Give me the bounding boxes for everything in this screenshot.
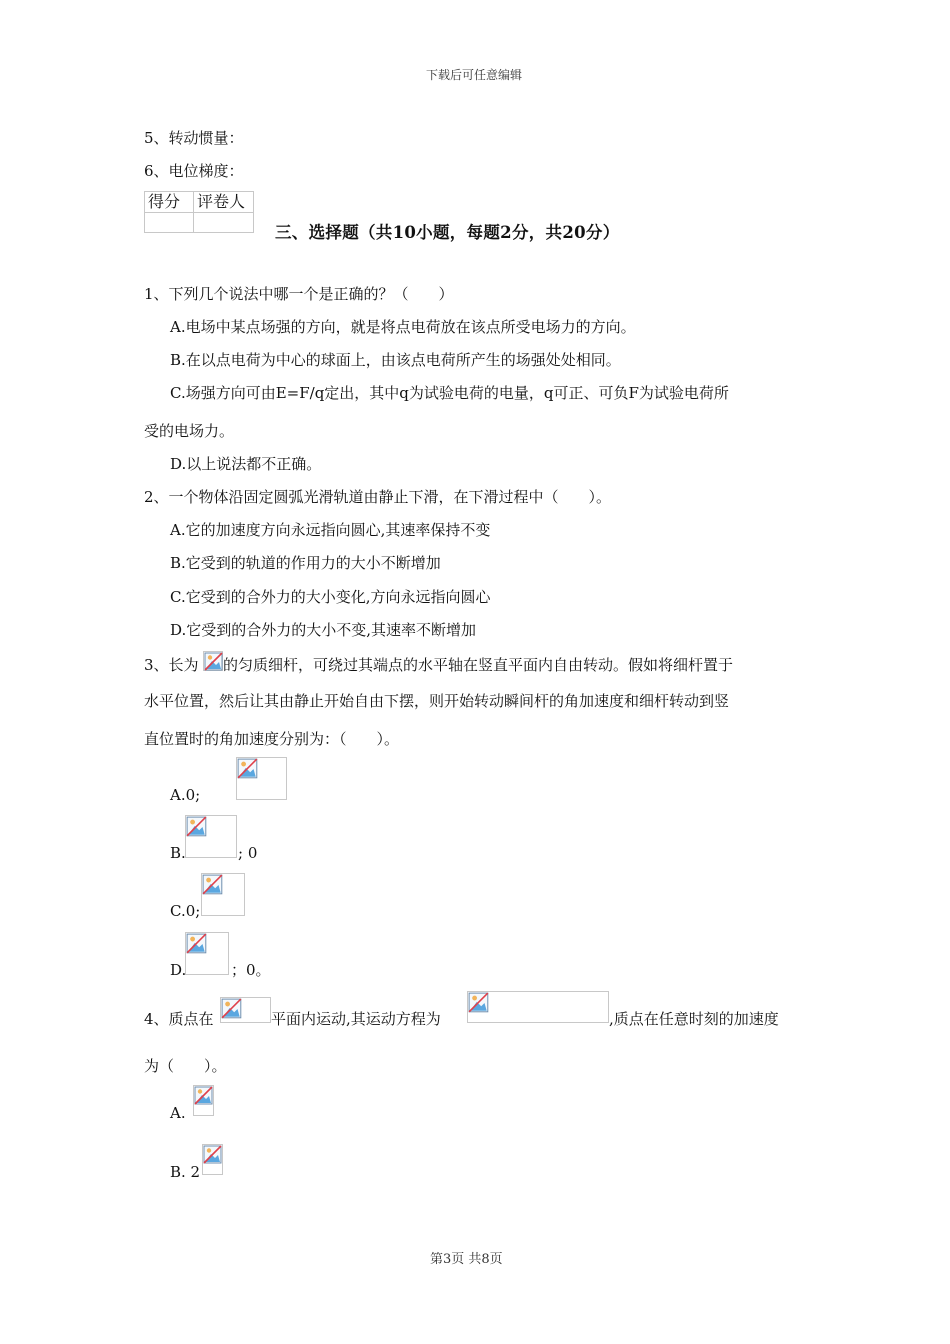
score-table-cell-grader	[194, 213, 254, 233]
question-2-option-d: D.它受到的合外力的大小不变,其速率不断增加	[170, 621, 477, 639]
page-header: 下载后可任意编辑	[426, 68, 523, 82]
question-2-stem: 2、一个物体沿固定圆弧光滑轨道由静止下滑，在下滑过程中（ ）。	[144, 488, 612, 506]
score-table-header-grader: 评卷人	[194, 192, 254, 213]
broken-image-icon	[185, 815, 237, 858]
question-2-option-a: A.它的加速度方向永远指向圆心,其速率保持不变	[170, 521, 491, 539]
question-3-option-d-suffix: ；0。	[231, 961, 271, 979]
score-table-header-score: 得分	[145, 192, 194, 213]
broken-image-icon	[236, 757, 287, 800]
question-2-option-c: C.它受到的合外力的大小变化,方向永远指向圆心	[170, 588, 491, 606]
page-footer: 第3页 共8页	[430, 1252, 503, 1267]
section-title: 三、选择题（共10小题，每题2分，共20分）	[275, 223, 620, 242]
question-3-line3: 直位置时的角加速度分别为：（ ）。	[144, 730, 400, 748]
score-table-cell-score	[145, 213, 194, 233]
definition-item-6: 6、电位梯度：	[144, 162, 244, 180]
definition-item-5: 5、转动惯量：	[144, 129, 244, 147]
question-1-option-d: D.以上说法都不正确。	[170, 455, 322, 473]
question-1-option-b: B.在以点电荷为中心的球面上，由该点电荷所产生的场强处处相同。	[170, 351, 621, 369]
score-table	[144, 191, 254, 233]
question-3-line1-suffix: 的匀质细杆，可绕过其端点的水平轴在竖直平面内自由转动。假如将细杆置于	[223, 656, 734, 674]
question-4-option-b: B. 2	[170, 1163, 201, 1181]
question-3-option-b-label: B.	[170, 844, 186, 862]
broken-image-icon	[203, 651, 223, 671]
broken-image-icon	[185, 932, 229, 975]
question-4-line2: 为（ ）。	[144, 1057, 227, 1075]
question-3-line2: 水平位置，然后让其由静止开始自由下摆，则开始转动瞬间杆的角加速度和细杆转动到竖	[144, 692, 730, 710]
question-4-option-a: A.	[170, 1104, 186, 1122]
question-1-stem: 1、下列几个说法中哪一个是正确的？（ ）	[144, 285, 454, 303]
question-2-option-b: B.它受到的轨道的作用力的大小不断增加	[170, 554, 441, 572]
question-3-option-d-label: D.	[170, 961, 187, 979]
broken-image-icon	[193, 1085, 214, 1116]
question-3-option-a: A.0;	[170, 786, 201, 804]
question-3-option-c: C.0;	[170, 902, 201, 920]
question-3-line1-prefix: 3、长为	[144, 656, 199, 674]
question-4-suffix: ,质点在任意时刻的加速度	[609, 1010, 779, 1028]
question-1-option-a: A.电场中某点场强的方向，就是将点电荷放在该点所受电场力的方向。	[170, 318, 636, 336]
question-1-option-c-line1: C.场强方向可由E=F/q定出，其中q为试验电荷的电量，q可正、可负F为试验电荷所	[170, 384, 729, 402]
question-4-mid: 平面内运动,其运动方程为	[271, 1010, 441, 1028]
question-3-option-b-suffix: ; 0	[238, 844, 258, 862]
question-1-option-c-line2: 受的电场力。	[144, 422, 235, 440]
broken-image-icon	[201, 873, 245, 916]
broken-image-icon	[467, 991, 609, 1023]
broken-image-icon	[202, 1144, 223, 1175]
question-4-prefix: 4、质点在	[144, 1010, 214, 1028]
broken-image-icon	[220, 997, 271, 1023]
